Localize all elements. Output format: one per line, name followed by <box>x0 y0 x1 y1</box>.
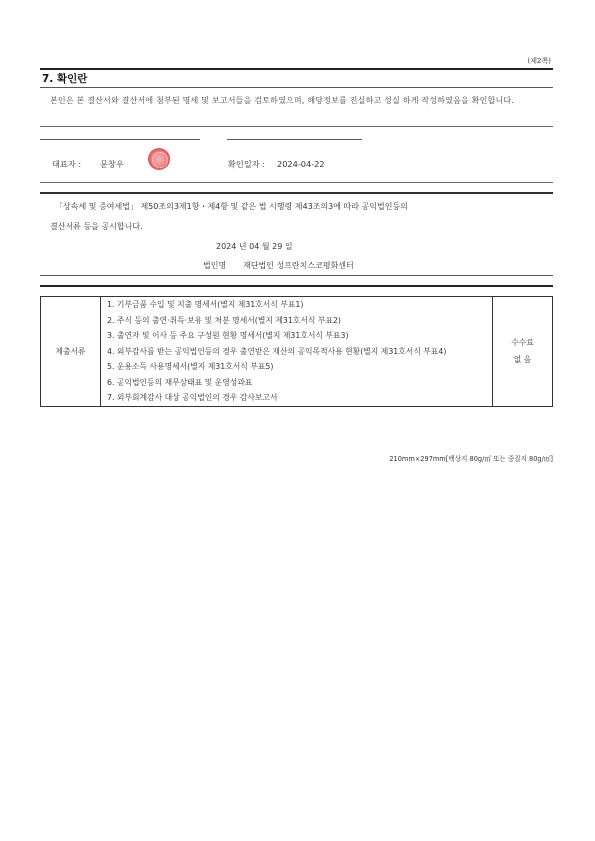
declaration-date: 2024 년 04 월 29 일 <box>216 242 293 251</box>
signature-line-left <box>40 139 200 140</box>
document-item-2: 2. 주식 등의 출연·취득·보유 및 처분 명세서(별지 제31호서식 부표2) <box>107 315 341 325</box>
submission-header: 제출서류 <box>41 297 101 407</box>
document-item-4: 4. 외부감사를 받는 공익법인등의 경우 출연받은 재산의 공익목적사용 현황(별지 제31호서식 부표4) <box>107 346 447 356</box>
declaration-top-rule <box>40 192 553 194</box>
fee-cell <box>493 297 553 407</box>
submission-table <box>40 296 553 407</box>
fee-value: 없 음 <box>513 355 532 365</box>
fee-label: 수수료 <box>511 338 534 348</box>
signature-line-right <box>227 139 362 140</box>
representative-name: 문창우 <box>100 159 124 169</box>
page-number: (제2쪽) <box>527 57 551 65</box>
document-list <box>101 297 493 407</box>
section-title-rule <box>40 87 553 88</box>
statement-bottom-rule <box>40 126 553 127</box>
confirm-date-label: 확인일자 : <box>228 159 265 169</box>
confirmation-statement: 본인은 본 결산서와 결산서에 첨부된 명세 및 보고서들을 검토하였으며, 해당정보를 진실하고 성실 하게 작성하였음을 확인합니다. <box>50 96 515 105</box>
section-top-rule <box>40 68 553 70</box>
declaration-line-2: 결산서류 등을 공시합니다. <box>50 222 143 231</box>
document-item-3: 3. 출연자 및 이사 등 주요 구성원 현황 명세서(별지 제31호서식 부표3) <box>107 331 349 340</box>
confirm-bottom-rule <box>40 182 553 183</box>
section-title: 7. 확인란 <box>42 73 88 85</box>
declaration-bottom-rule <box>40 275 553 276</box>
document-item-7: 7. 외부회계감사 대상 공익법인의 경우 감사보고서 <box>107 393 278 402</box>
document-item-5: 5. 운용소득 사용명세서(별지 제31호서식 부표5) <box>107 362 274 371</box>
corp-name: 재단법인 성프란치스코평화센터 <box>243 261 354 270</box>
table-top-rule <box>40 285 553 287</box>
representative-label: 대표자 : <box>52 159 82 169</box>
document-item-6: 6. 공익법인등의 재무상태표 및 운영성과표 <box>107 377 253 387</box>
paper-spec: 210mm×297mm[백상지 80g/㎡ 또는 중질지 80g/㎡] <box>389 455 553 463</box>
submission-row <box>41 297 553 407</box>
confirm-date: 2024-04-22 <box>277 159 325 169</box>
corp-name-label: 법인명 <box>203 261 227 270</box>
declaration-line-1: 「상속세 및 증여세법」 제50조의3제1항・제4항 및 같은 법 시행령 제43조의3에 따라 공익법인등의 <box>55 202 408 211</box>
official-seal-icon <box>148 148 170 170</box>
document-item-1: 1. 기부금품 수입 및 지출 명세서(별지 제31호서식 부표1) <box>107 300 304 309</box>
